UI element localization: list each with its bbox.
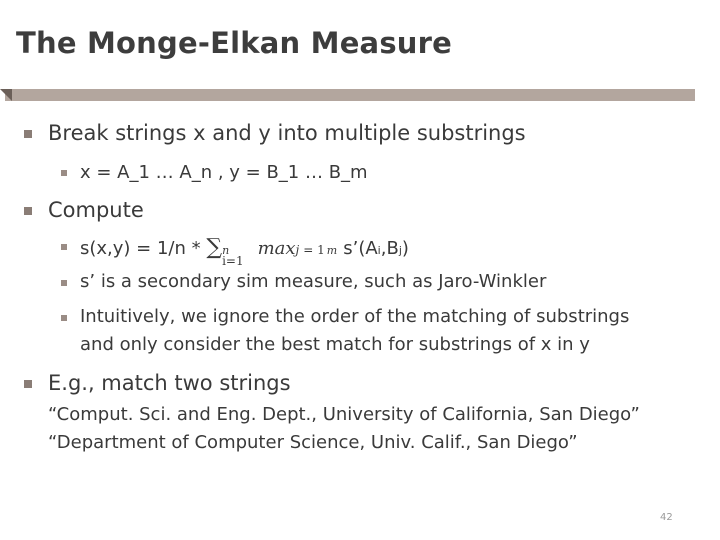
example-string-2: “Department of Computer Science, Univ. Calif., San Diego” <box>48 432 578 453</box>
sub-bullet-intuition-line1: Intuitively, we ignore the order of the matching of substrings <box>80 306 630 327</box>
formula-suffix-start: s’(A <box>343 238 378 259</box>
page-number: 42 <box>660 512 673 523</box>
bullet-square-icon <box>61 170 67 176</box>
bullet-compute: Compute <box>48 198 144 222</box>
slide-title: The Monge-Elkan Measure <box>16 26 453 60</box>
sub-bullet-secondary-measure: s’ is a secondary sim measure, such as Jaro-Winkler <box>80 271 547 292</box>
max-lower-limit: = 1 <box>303 243 325 257</box>
formula-subscript-j: j <box>398 244 402 257</box>
max-index: j <box>295 243 300 257</box>
bullet-square-icon <box>24 380 32 388</box>
sub-bullet-substring-notation: x = A_1 … A_n , y = B_1 … B_m <box>80 162 368 183</box>
bullet-square-icon <box>24 207 32 215</box>
sigma-limits <box>222 246 244 266</box>
sigma-symbol: ∑ <box>206 235 223 260</box>
monge-elkan-formula <box>80 235 409 266</box>
max-operator: max <box>257 238 296 259</box>
bullet-break-strings: Break strings x and y into multiple substrings <box>48 121 526 145</box>
formula-suffix-end: ) <box>401 238 409 259</box>
formula-suffix-mid: ,B <box>380 238 399 259</box>
formula-prefix: s(x,y) = 1/n * <box>80 238 207 259</box>
bullet-example: E.g., match two strings <box>48 371 291 395</box>
bullet-square-icon <box>61 315 67 321</box>
sigma-lower-limit: i=1 <box>222 254 244 268</box>
example-string-1: “Comput. Sci. and Eng. Dept., University of California, San Diego” <box>48 404 640 425</box>
sigma-upper-limit: n <box>222 244 230 257</box>
formula-subscript-i: i <box>377 244 381 257</box>
bullet-square-icon <box>61 244 67 250</box>
bullet-square-icon <box>61 280 67 286</box>
sub-bullet-intuition-line2: and only consider the best match for substrings of x in y <box>80 334 590 355</box>
sub-bullet-formula <box>80 235 409 266</box>
bullet-square-icon <box>24 130 32 138</box>
max-upper-limit: m <box>326 244 338 257</box>
